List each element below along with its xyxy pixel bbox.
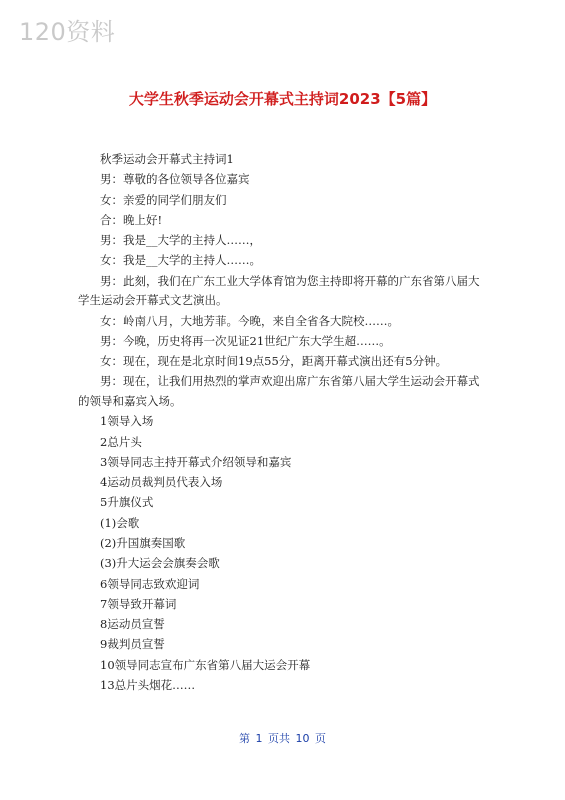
watermark-logo: 120资料: [19, 18, 116, 46]
list-item: 1领导入场: [100, 414, 154, 429]
paragraph: 女：岭南八月，大地芳菲。今晚，来自全省各大院校……。: [100, 313, 399, 328]
list-item: 9裁判员宣誓: [100, 637, 165, 652]
list-item: 5升旗仪式: [100, 495, 154, 510]
paragraph: 男：我是__大学的主持人……，: [100, 233, 261, 248]
list-item: (3)升大运会会旗奏会歌: [100, 556, 220, 571]
list-item: 8运动员宣誓: [100, 617, 165, 632]
paragraph: 女：我是__大学的主持人……。: [100, 253, 261, 268]
paragraph: 女：现在，现在是北京时间19点55分，距离开幕式演出还有5分钟。: [100, 354, 448, 369]
document-title: 大学生秋季运动会开幕式主持词2023【5篇】: [128, 90, 437, 108]
page-number: 第 1 页共 10 页: [239, 732, 326, 745]
list-item: 7领导致开幕词: [100, 596, 177, 611]
list-item: (2)升国旗奏国歌: [100, 535, 186, 550]
list-item: 4运动员裁判员代表入场: [100, 475, 223, 490]
list-item: (1)会歌: [100, 515, 140, 530]
document-body: [78, 150, 484, 696]
paragraph: 男：今晚，历史将再一次见证21世纪广东大学生超……。: [100, 333, 391, 348]
list-item: 3领导同志主持开幕式介绍领导和嘉宾: [100, 454, 292, 469]
paragraph: 男：此刻，我们在广东工业大学体育馆为您主持即将开幕的广东省第八届大学生运动会开幕式文艺演出。: [78, 273, 480, 308]
paragraph: 合：晚上好!: [100, 212, 163, 227]
paragraph: 男：现在，让我们用热烈的掌声欢迎出席广东省第八届大学生运动会开幕式的领导和嘉宾入场。: [78, 374, 480, 408]
list-item: 2总片头: [100, 434, 142, 449]
paragraph: 女：亲爱的同学们朋友们: [100, 192, 227, 207]
paragraph: 男：尊敬的各位领导各位嘉宾: [100, 172, 250, 187]
paragraph: 秋季运动会开幕式主持词1: [100, 152, 234, 166]
list-item: 10领导同志宣布广东省第八届大运会开幕: [100, 657, 311, 672]
list-item: 13总片头烟花……: [100, 677, 196, 692]
list-item: 6领导同志致欢迎词: [100, 576, 200, 591]
